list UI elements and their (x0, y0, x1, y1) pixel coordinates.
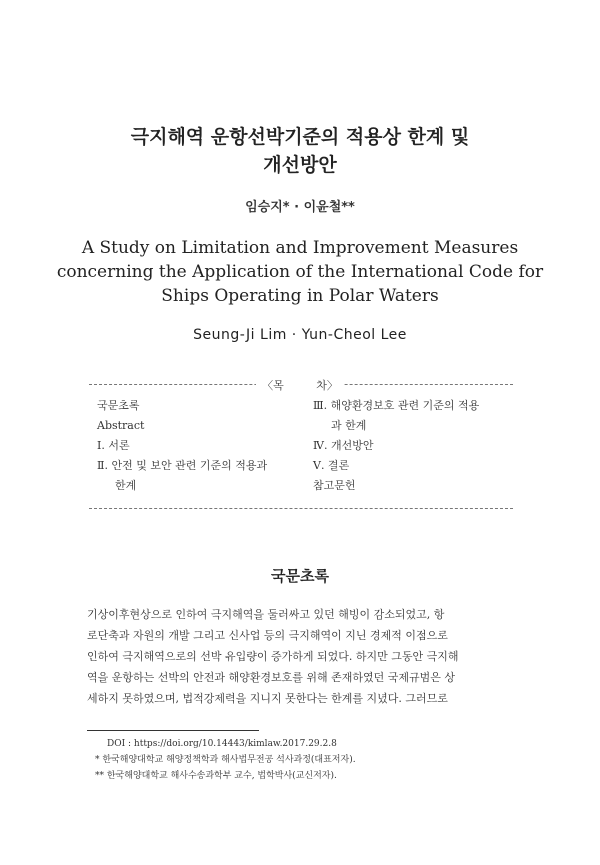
footnotes (95, 736, 356, 784)
toc-item-continuation: 한계 (115, 479, 137, 492)
toc-item: 국문초록 (97, 399, 140, 412)
toc-heading-label: 〈목 차〉 (256, 379, 344, 392)
toc-item: 참고문헌 (313, 479, 356, 492)
english-authors: Seung-Ji Lim · Yun-Cheol Lee (193, 327, 407, 343)
footnote-author-1: * 한국해양대학교 해양정책학과 해사법무전공 석사과정(대표저자). (95, 755, 356, 765)
english-title-line-3: Ships Operating in Polar Waters (161, 286, 439, 306)
toc-item: Abstract (97, 419, 145, 432)
footnote-divider (87, 730, 259, 731)
body-line: 인하여 극지해역으로의 선박 유입량이 증가하게 되었다. 하지만 그동안 극지해 (87, 650, 459, 663)
toc-left-column (97, 396, 297, 496)
english-title-line-1: A Study on Limitation and Improvement Measures (81, 238, 519, 258)
body-line: 세하지 못하였으며, 법적강제력을 지니지 못한다는 한계를 지녔다. 그러므로 (87, 692, 448, 705)
english-title-line-2: concerning the Application of the International Code for (56, 262, 544, 282)
korean-title-line-1: 극지해역 운항선박기준의 적용상 한계 및 (130, 126, 470, 148)
korean-title-line-2: 개선방안 (263, 154, 337, 176)
body-line: 로단축과 자원의 개발 그리고 신사업 등의 극지해역이 지닌 경제적 이점으로 (87, 629, 448, 642)
toc-item: Ⅱ. 안전 및 보안 관련 기준의 적용과 (97, 459, 268, 472)
toc-item-continuation: 과 한계 (331, 419, 367, 432)
toc-item: Ⅲ. 해양환경보호 관련 기준의 적용 (313, 399, 480, 412)
doi-footnote: DOI : https://doi.org/10.14443/kimlaw.2017.29.2.8 (107, 739, 337, 749)
table-of-contents-heading (0, 377, 600, 393)
toc-item: Ⅰ. 서론 (97, 439, 130, 452)
toc-right-column (313, 396, 513, 496)
toc-item: Ⅳ. 개선방안 (313, 439, 374, 452)
korean-authors: 임승지* · 이윤철** (245, 200, 355, 215)
abstract-body (87, 604, 515, 709)
body-line: 기상이후현상으로 인하여 극지해역을 둘러싸고 있던 해빙이 감소되었고, 항 (87, 608, 445, 621)
abstract-heading: 국문초록 (271, 567, 329, 585)
footnote-author-2: ** 한국해양대학교 해사수송과학부 교수, 법학박사(교신저자). (95, 771, 337, 781)
body-line: 역을 운항하는 선박의 안전과 해양환경보호를 위해 존재하였던 국제규범은 상 (87, 671, 456, 684)
toc-item: Ⅴ. 결론 (313, 459, 350, 472)
